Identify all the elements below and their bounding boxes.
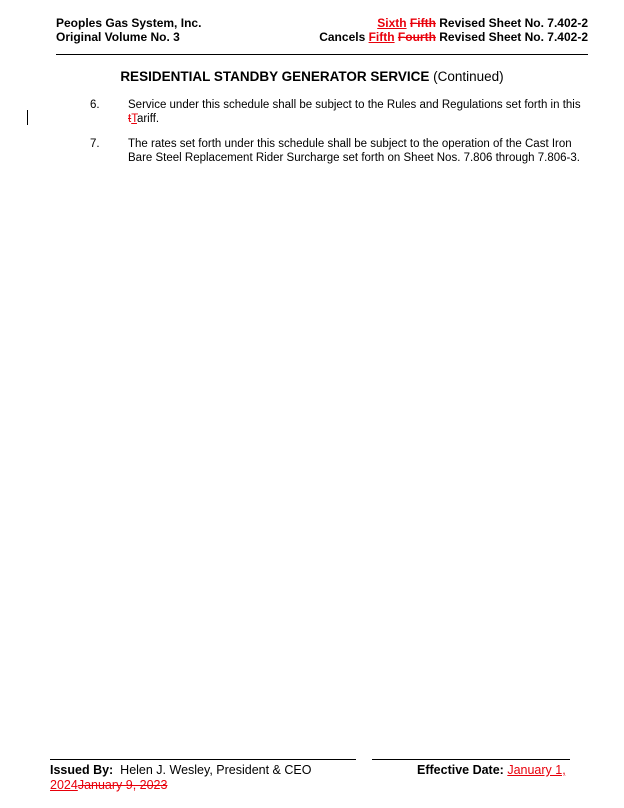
list-item (90, 138, 584, 165)
item-text: The rates set forth under this schedule shall be subject to the operation of the Cast Iron Bare Steel Replacement Rider Surcharge set forth on Sheet Nos. 7.806 through 7.806-3. (128, 138, 580, 164)
item-text-end: ariff. (136, 112, 160, 125)
sheet-number-line (319, 16, 588, 30)
company-name: Peoples Gas System, Inc. (56, 16, 202, 30)
title-main: RESIDENTIAL STANDBY GENERATOR SERVICE (120, 69, 430, 84)
effective-inserted-part2: 2024 (50, 778, 78, 792)
sheet-rest-text: Revised Sheet No. 7.402-2 (435, 16, 588, 30)
item-number: 6. (90, 99, 100, 111)
item-inserted-char: T (131, 112, 137, 125)
cancels-line (319, 30, 588, 44)
effective-inserted-part1: January 1, (507, 763, 566, 777)
issued-label: Issued By: (50, 763, 114, 777)
header-left (56, 16, 201, 44)
footer-divider-right (372, 759, 570, 760)
issued-by (50, 763, 311, 778)
item-number: 7. (90, 138, 100, 150)
title-suffix: (Continued) (429, 69, 504, 84)
cancels-inserted-text: Fifth (368, 30, 395, 44)
effective-date-continued (50, 778, 167, 793)
header-divider (56, 54, 588, 55)
cancels-deleted-text: Fourth (397, 30, 436, 44)
cancels-prefix: Cancels (319, 30, 369, 44)
page-title (0, 69, 624, 85)
issued-value: Helen J. Wesley, President & CEO (113, 763, 312, 777)
sheet-deleted-text: Fifth (409, 16, 436, 30)
item-deleted-char: t (128, 112, 132, 125)
list-item (90, 99, 584, 126)
volume-number: Original Volume No. 3 (56, 30, 180, 44)
effective-date (417, 763, 566, 778)
header-right (319, 16, 588, 44)
revision-change-bar (27, 110, 28, 125)
cancels-rest-text: Revised Sheet No. 7.402-2 (435, 30, 588, 44)
effective-deleted: January 9, 2023 (77, 778, 168, 792)
sheet-inserted-text: Sixth (377, 16, 407, 30)
footer-divider-left (50, 759, 356, 760)
item-text-main: Service under this schedule shall be subject to the Rules and Regulations set forth in this (128, 99, 581, 111)
effective-label: Effective Date: (417, 763, 504, 777)
item-text (128, 99, 584, 126)
